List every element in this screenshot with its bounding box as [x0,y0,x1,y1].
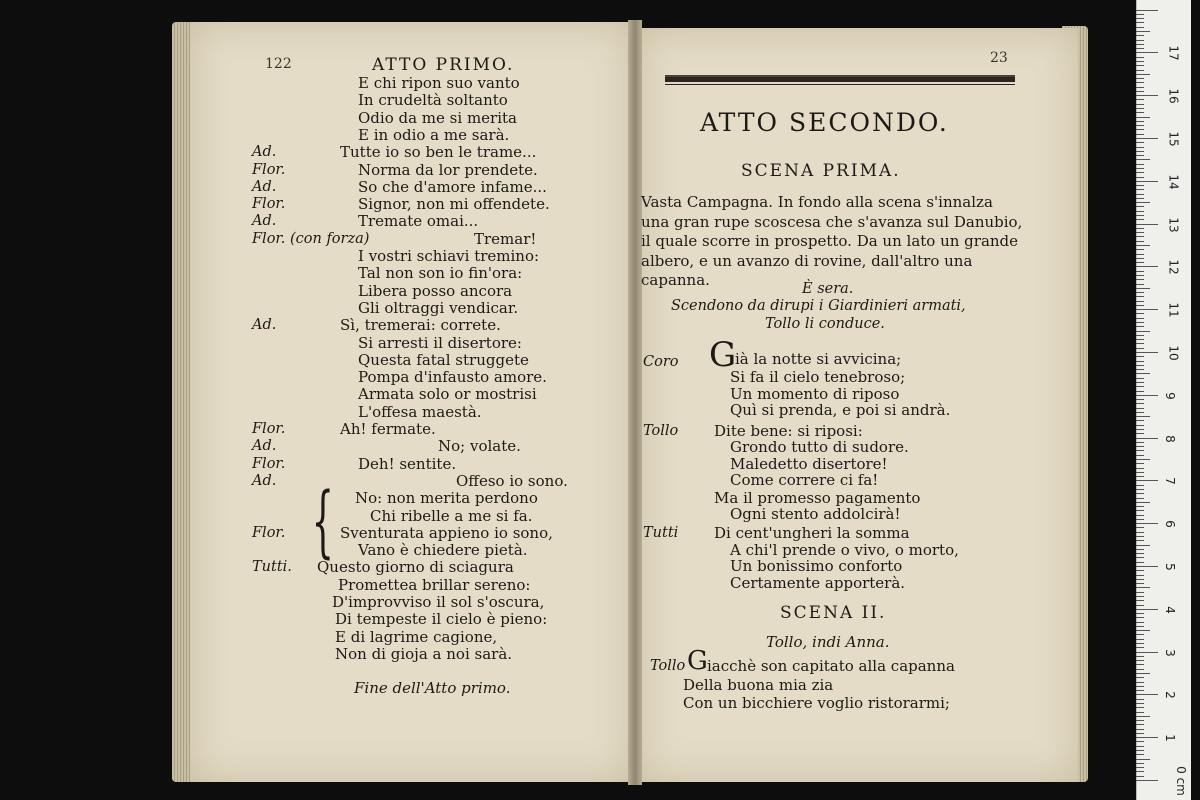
ruler-tick [1136,352,1158,353]
ruler-tick [1136,365,1144,366]
ruler-tick [1136,472,1144,473]
ruler-tick [1136,129,1144,130]
verse-line: Sventurata appieno io sono, [340,523,553,542]
ruler-tick [1136,750,1144,751]
scene-two-stage-direction: Tollo, indi Anna. [766,633,890,651]
verse-line: Libera posso ancora [358,281,513,300]
ruler-tick [1136,707,1144,708]
ruler-tick [1136,275,1144,276]
ruler-tick [1136,412,1144,413]
ruler-tick [1136,498,1144,499]
ruler-tick [1136,630,1150,631]
ruler-tick [1136,232,1144,233]
ruler-tick [1136,433,1144,434]
ruler-tick [1136,780,1158,781]
verse-line: In crudeltà soltanto [358,91,508,110]
ruler-tick [1136,677,1144,678]
ruler-label: 7 [1162,477,1177,486]
ruler-tick [1136,724,1144,725]
ruler-tick [1136,468,1144,469]
ruler-tick [1136,18,1144,19]
ruler-tick [1136,313,1144,314]
ruler-tick [1136,112,1144,113]
ruler-tick [1136,527,1144,528]
ruler-tick [1136,459,1150,460]
ruler-tick [1136,91,1144,92]
ruler-tick [1136,754,1144,755]
speaker-label: Ad. [252,144,277,161]
ruler-tick [1136,553,1144,554]
ruler-tick [1136,262,1144,263]
ruler-label: 2 [1162,691,1177,700]
ruler-tick [1136,776,1144,777]
verse-line: ià la notte si avvicina; [735,350,902,368]
verse-line: Signor, non mi offendete. [358,195,550,214]
ruler-tick [1136,168,1144,169]
speaker-label: Tollo [643,423,679,439]
ruler-tick [1136,570,1144,571]
ruler-tick [1136,202,1150,203]
verse-line: Ah! fermate. [340,420,436,438]
ruler-tick [1136,617,1144,618]
verse-line: Tremar! [474,229,537,248]
left-page-header: ATTO PRIMO. [372,55,515,75]
speaker-label: Flor. [252,524,286,541]
ruler-tick [1136,391,1144,392]
verse-line: E in odio a me sarà. [358,125,510,144]
verse-line: Dite bene: si riposi: [714,422,863,440]
ruler-tick [1136,579,1144,580]
verse-line: Norma da lor prendete. [358,160,538,179]
ruler-tick [1136,575,1144,576]
ruler-tick [1136,489,1144,490]
ruler-tick [1136,138,1158,139]
speaker-label: Ad. [252,178,277,195]
ruler-tick [1136,198,1144,199]
verse-line: Come correre ci fa! [730,471,879,489]
ruler-tick [1136,647,1144,648]
ruler-tick [1136,326,1144,327]
ruler-tick [1136,318,1144,319]
stage-direction-1: È sera. [802,281,854,297]
ruler-tick [1136,288,1150,289]
verse-line: Della buona mia zia [683,675,834,694]
verse-line: Armata solo or mostrisi [358,385,537,404]
speaker-label: Ad. [252,438,277,455]
ruler-label: 6 [1162,520,1177,529]
stage-direction-2: Scendono da dirupi i Giardinieri armati, [671,298,966,314]
ruler-tick [1136,515,1144,516]
ruler-tick [1136,292,1144,293]
ruler-label: 3 [1162,648,1177,657]
ruler-tick [1136,172,1144,173]
verse-line: Tremate omai... [358,212,479,231]
verse-line: iacchè son capitato alla capanna [707,657,955,675]
ruler-tick [1136,211,1144,212]
verse-line: Gli oltraggi vendicar. [358,298,519,317]
ruler-tick [1136,361,1144,362]
ruler-tick [1136,22,1144,23]
ruler-tick [1136,373,1150,374]
ruler-tick [1136,592,1144,593]
ruler-tick [1136,626,1144,627]
ruler-tick [1136,245,1150,246]
ruler-tick [1136,305,1144,306]
ruler-label: 13 [1166,216,1181,233]
ruler-tick [1136,763,1144,764]
ruler-tick [1136,284,1144,285]
ruler-tick [1136,596,1144,597]
verse-line: Grondo tutto di sudore. [730,438,909,456]
ruler-tick [1136,643,1144,644]
ruler-label: 8 [1162,434,1177,443]
ruler-tick [1136,331,1150,332]
verse-line: L'offesa maestà. [358,402,482,421]
ruler-tick [1136,228,1144,229]
ruler-tick [1136,545,1150,546]
ruler-tick [1136,741,1144,742]
ruler-label: 1 [1162,734,1177,743]
ruler-tick [1136,446,1144,447]
ruler-tick [1136,536,1144,537]
ruler-tick [1136,236,1144,237]
ruler-tick [1136,70,1144,71]
verse-line: No; volate. [438,437,521,456]
ruler-label: 9 [1162,391,1177,400]
ruler-tick [1136,322,1144,323]
ruler-tick [1136,759,1150,760]
ruler-tick [1136,266,1158,267]
ruler-tick [1136,600,1144,601]
description-line: capanna. [641,271,710,289]
ruler-tick [1136,99,1144,100]
verse-line: Quì si prenda, e poi si andrà. [730,401,951,419]
ruler-tick [1136,181,1158,182]
ruler-label: 0 cm [1173,766,1188,796]
act-end-note: Fine dell'Atto primo. [354,679,511,697]
verse-line: Certamente apporterà. [730,574,906,592]
ruler-tick [1136,142,1144,143]
ruler-tick [1136,694,1158,695]
verse-line: Sì, tremerai: correte. [340,316,501,335]
verse-line: A chi'l prende o vivo, o morto, [730,541,959,559]
book-gutter [628,20,642,785]
ruler-tick [1136,14,1144,15]
ruler-tick [1136,10,1158,11]
ruler-tick [1136,771,1144,772]
ruler-tick [1136,44,1144,45]
ruler-tick [1136,108,1144,109]
ruler-tick [1136,194,1144,195]
ruler-tick [1136,438,1158,439]
ruler-tick [1136,476,1144,477]
ruler-tick [1136,712,1144,713]
ruler-tick [1136,699,1144,700]
speaker-label: Tollo [650,658,686,674]
ruler-label: 15 [1166,131,1181,147]
ruler-tick [1136,767,1144,768]
ruler-tick [1136,369,1144,370]
ruler-tick [1136,339,1144,340]
ruler-tick [1136,147,1144,148]
ruler-tick [1136,720,1144,721]
description-line: una gran rupe scoscesa che s'avanza sul Danubio, [641,212,1023,231]
ruler-tick [1136,690,1144,691]
ruler-tick [1136,510,1144,511]
ruler-tick [1136,279,1144,280]
ruler-tick [1136,429,1144,430]
ruler-tick [1136,117,1150,118]
ruler-tick [1136,442,1144,443]
ruler-tick [1136,57,1144,58]
ruler-tick [1136,271,1144,272]
ruler-label: 14 [1166,174,1181,190]
ruler-tick [1136,87,1144,88]
verse-line: I vostri schiavi tremino: [358,247,540,265]
ruler-tick [1136,652,1158,653]
ruler-tick [1136,215,1144,216]
ruler-tick [1136,493,1144,494]
ruler-tick [1136,416,1150,417]
ruler-tick [1136,335,1144,336]
verse-line: Un momento di riposo [730,385,900,403]
ruler-label: 10 [1166,345,1181,361]
ruler-tick [1136,450,1144,451]
ruler-tick [1136,480,1158,481]
ruler-tick [1136,82,1144,83]
verse-line: So che d'amore infame... [358,177,547,196]
ruler-tick [1136,408,1144,409]
ruler-tick [1136,74,1150,75]
ruler-tick [1136,382,1144,383]
ruler-tick [1136,40,1144,41]
ruler-tick [1136,622,1144,623]
drop-cap: G [709,335,737,375]
ruler-tick [1136,519,1144,520]
ruler-tick [1136,532,1144,533]
ruler-tick [1136,296,1144,297]
ruler-tick [1136,65,1144,66]
ruler-label: 5 [1162,563,1177,571]
ruler-tick [1136,420,1144,421]
ruler-tick [1136,378,1144,379]
header-rule [665,75,1015,82]
ruler-tick [1136,343,1144,344]
act-title: ATTO SECONDO. [700,108,949,137]
ruler-tick [1136,682,1144,683]
verse-line: Si arresti il disertore: [358,333,522,352]
speaker-label: Flor. (con forza) [252,230,370,247]
verse-line: Questa fatal struggete [358,350,529,369]
ruler-tick [1136,185,1144,186]
ruler-tick [1136,386,1144,387]
ruler-tick [1136,455,1144,456]
ruler-tick [1136,189,1144,190]
drop-cap: G [687,646,708,676]
verse-line: Ma il promesso pagamento [714,489,921,507]
ruler-tick [1136,95,1158,96]
ruler-tick [1136,52,1158,53]
verse-line: Ogni stento addolcirà! [730,505,901,523]
verse-line: Deh! sentite. [358,454,457,473]
ruler-tick [1136,557,1144,558]
verse-line: Non di gioja a noi sarà. [335,644,513,663]
ruler-tick [1136,634,1144,635]
verse-line: Offeso io sono. [456,471,568,490]
ruler-tick [1136,656,1144,657]
verse-line: Promettea brillar sereno: [338,575,531,594]
ruler-tick [1136,485,1144,486]
ruler-tick [1136,733,1144,734]
ruler-tick [1136,309,1158,310]
ruler-tick [1136,78,1144,79]
ruler-tick [1136,549,1144,550]
ruler-tick [1136,301,1144,302]
verse-line: E di lagrime cagione, [335,627,498,646]
verse-line: Si fa il cielo tenebroso; [730,368,906,386]
ruler-tick [1136,562,1144,563]
ruler-tick [1136,746,1144,747]
speaker-label: Ad. [252,472,277,489]
ruler-tick [1136,206,1144,207]
ruler-tick [1136,613,1144,614]
ruler-tick [1136,425,1144,426]
speaker-label: Tutti. [252,559,292,576]
ruler-tick [1136,566,1158,567]
description-line: albero, e un avanzo di rovine, dall'altro una [641,251,973,270]
ruler-tick [1136,31,1150,32]
ruler-tick [1136,134,1144,135]
ruler-label: 11 [1166,302,1181,318]
verse-line: Un bonissimo conforto [730,557,903,575]
ruler-tick [1136,523,1158,524]
ruler-tick [1136,249,1144,250]
verse-line: Vano è chiedere pietà. [358,541,528,560]
verse-line: Questo giorno di sciagura [317,558,514,577]
speaker-label: Flor. [252,421,286,437]
ruler-tick [1136,703,1144,704]
description-line: il quale scorre in prospetto. Da un lato un grande [641,232,1019,250]
ruler-tick [1136,737,1158,738]
ruler-tick [1136,540,1144,541]
ruler-tick [1136,224,1158,225]
ruler-tick [1136,403,1144,404]
ruler-tick [1136,61,1144,62]
ruler-tick [1136,729,1144,730]
ruler-label: 4 [1162,605,1177,614]
ruler-tick [1136,605,1144,606]
ruler-tick [1136,669,1144,670]
verse-line: Di cent'ungheri la somma [714,524,910,542]
ruler-tick [1136,502,1150,503]
verse-line: Odio da me si merita [358,108,517,127]
ruler-tick [1136,27,1144,28]
verse-line: Maledetto disertore! [730,455,888,473]
ruler-tick [1136,48,1144,49]
verse-line: D'improvviso il sol s'oscura, [332,593,545,611]
ruler-tick [1136,356,1144,357]
ruler-tick [1136,673,1150,674]
ruler-tick [1136,506,1144,507]
scene-two-title: SCENA II. [780,603,887,623]
ruler-tick [1136,151,1144,152]
ruler-tick [1136,219,1144,220]
description-line: Vasta Campagna. In fondo alla scena s'innalza [641,193,993,211]
scene-one-title: SCENA PRIMA. [741,161,901,181]
right-page-number: 23 [990,50,1008,66]
verse-line: Di tempeste il cielo è pieno: [335,610,548,629]
ruler-tick [1136,664,1144,665]
header-rule-thin [665,84,1015,85]
verse-line: Con un bicchiere voglio ristorarmi; [683,694,950,712]
speaker-label: Flor. [252,161,286,178]
verse-line: Chi ribelle a me si fa. [370,506,533,525]
verse-line: Tutte io so ben le trame... [340,143,537,162]
ruler-tick [1136,241,1144,242]
left-page-number: 122 [265,56,292,72]
speaker-label: Tutti [643,525,679,541]
ruler-tick [1136,463,1144,464]
speaker-label: Coro [643,354,679,370]
ruler-tick [1136,125,1144,126]
ruler-tick [1136,348,1144,349]
ruler-tick [1136,155,1144,156]
ruler-tick [1136,639,1144,640]
ruler-tick [1136,258,1144,259]
ruler-tick [1136,395,1158,396]
ruler-tick [1136,399,1144,400]
stage-direction-3: Tollo li conduce. [765,316,885,332]
ruler-label: 16 [1166,88,1181,104]
ruler-tick [1136,121,1144,122]
brace-glyph: { [311,477,334,567]
verse-line: E chi ripon suo vanto [358,74,520,92]
speaker-label: Flor. [252,196,286,213]
speaker-label: Ad. [252,213,277,230]
ruler-tick [1136,35,1144,36]
ruler-tick [1136,159,1150,160]
ruler-tick [1136,177,1144,178]
measuring-ruler [1136,0,1191,800]
ruler-tick [1136,660,1144,661]
ruler-label: 12 [1166,259,1181,276]
speaker-label: Flor. [252,455,286,472]
ruler-tick [1136,587,1150,588]
ruler-tick [1136,686,1144,687]
ruler-tick [1136,716,1150,717]
ruler-tick [1136,609,1158,610]
verse-line: Pompa d'infausto amore. [358,368,547,387]
ruler-tick [1136,104,1144,105]
ruler-label: 17 [1166,45,1181,62]
speaker-label: Ad. [252,317,277,334]
ruler-tick [1136,164,1144,165]
ruler-tick [1136,583,1144,584]
verse-line: Tal non son io fin'ora: [358,264,523,283]
ruler-tick [1136,254,1144,255]
verse-line: No: non merita perdono [355,489,538,508]
